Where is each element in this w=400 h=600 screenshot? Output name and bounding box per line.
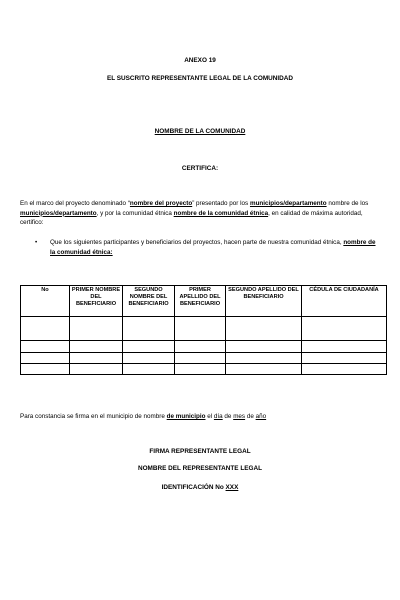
ethnic-community-placeholder: nombre de la comunidad étnica bbox=[173, 209, 269, 217]
closing-text-4: de bbox=[245, 413, 256, 420]
intro-text-2: ” presentado por los bbox=[192, 200, 250, 207]
table-cell bbox=[302, 317, 387, 341]
day-placeholder: día bbox=[213, 413, 223, 420]
bullet-marker-icon: • bbox=[35, 239, 38, 246]
column-header-first-name: PRIMER NOMBRE DEL BENEFICIARIO bbox=[70, 286, 123, 317]
table-cell bbox=[21, 364, 70, 375]
table-cell bbox=[175, 317, 226, 341]
table-cell bbox=[123, 353, 175, 364]
table-cell bbox=[21, 353, 70, 364]
annex-title: ANEXO 19 bbox=[184, 57, 216, 64]
table-cell bbox=[21, 341, 70, 353]
table-cell bbox=[302, 341, 387, 353]
table-cell bbox=[175, 364, 226, 375]
table-row bbox=[21, 364, 387, 375]
intro-text-4: , y por la comunidad étnica bbox=[96, 209, 174, 217]
closing-paragraph bbox=[20, 412, 382, 422]
certifies-heading: CERTIFICA: bbox=[181, 165, 219, 172]
closing-text-1: Para constancia se firma en el municipio de nombre bbox=[20, 413, 167, 420]
table-cell bbox=[226, 353, 302, 364]
table-cell bbox=[70, 353, 123, 364]
municipalities-placeholder-2: municipios/departamento bbox=[20, 209, 97, 217]
table-cell bbox=[21, 317, 70, 341]
representative-name-label: NOMBRE DEL REPRESENTANTE LEGAL bbox=[137, 465, 263, 472]
table-cell bbox=[70, 341, 123, 353]
table-cell bbox=[226, 317, 302, 341]
table-cell bbox=[226, 341, 302, 353]
table-cell bbox=[123, 317, 175, 341]
identification-label: IDENTIFICACIÓN No bbox=[161, 484, 226, 491]
table-cell bbox=[302, 364, 387, 375]
column-header-first-surname: PRIMER APELLIDO DEL BENEFICIARIO bbox=[175, 286, 226, 317]
table-cell bbox=[226, 364, 302, 375]
municipality-placeholder: de municipio bbox=[166, 413, 206, 420]
intro-text-5: , en calidad de máxima autoridad, certifico: bbox=[20, 209, 363, 227]
month-placeholder: mes bbox=[233, 413, 246, 420]
table-cell bbox=[123, 341, 175, 353]
community-name-heading: NOMBRE DE LA COMUNIDAD bbox=[154, 128, 246, 135]
municipalities-placeholder-1: municipios/departamento bbox=[249, 200, 327, 207]
column-header-id-card: CÉDULA DE CIUDADANÍA bbox=[302, 286, 387, 317]
table-row bbox=[21, 341, 387, 353]
table-header-row bbox=[21, 286, 387, 317]
column-header-second-name: SEGUNDO NOMBRE DEL BENEFICIARIO bbox=[123, 286, 175, 317]
table-row bbox=[21, 353, 387, 364]
intro-text-1: En el marco del proyecto denominado “ bbox=[20, 200, 130, 207]
identification-line bbox=[0, 484, 400, 491]
year-placeholder: año bbox=[255, 413, 267, 420]
table-cell bbox=[70, 317, 123, 341]
bullet-body: Que los siguientes participantes y beneficiarios del proyectos, hacen parte de nuestra comunidad étnica, bbox=[50, 239, 344, 246]
table-row bbox=[21, 317, 387, 341]
signature-label: FIRMA REPRESENTANTE LEGAL bbox=[149, 448, 251, 455]
table-cell bbox=[70, 364, 123, 375]
intro-paragraph bbox=[20, 199, 382, 228]
table-cell bbox=[175, 341, 226, 353]
project-name-placeholder: nombre del proyecto bbox=[129, 200, 193, 207]
closing-text-3: de bbox=[222, 413, 234, 420]
beneficiaries-table bbox=[20, 285, 387, 375]
table-cell bbox=[123, 364, 175, 375]
table-cell bbox=[175, 353, 226, 364]
bullet-community-placeholder: nombre de la comunidad étnica: bbox=[50, 239, 376, 256]
document-subtitle: EL SUSCRITO REPRESENTANTE LEGAL DE LA COMUNIDAD bbox=[106, 75, 294, 82]
table-cell bbox=[302, 353, 387, 364]
intro-text-3: nombre de los bbox=[326, 200, 369, 207]
column-header-second-surname: SEGUNDO APELLIDO DEL BENEFICIARIO bbox=[226, 286, 302, 317]
bullet-text bbox=[50, 238, 380, 257]
column-header-no: No bbox=[21, 286, 70, 317]
closing-text-2: el bbox=[205, 413, 214, 420]
identification-value: XXX bbox=[225, 484, 239, 491]
